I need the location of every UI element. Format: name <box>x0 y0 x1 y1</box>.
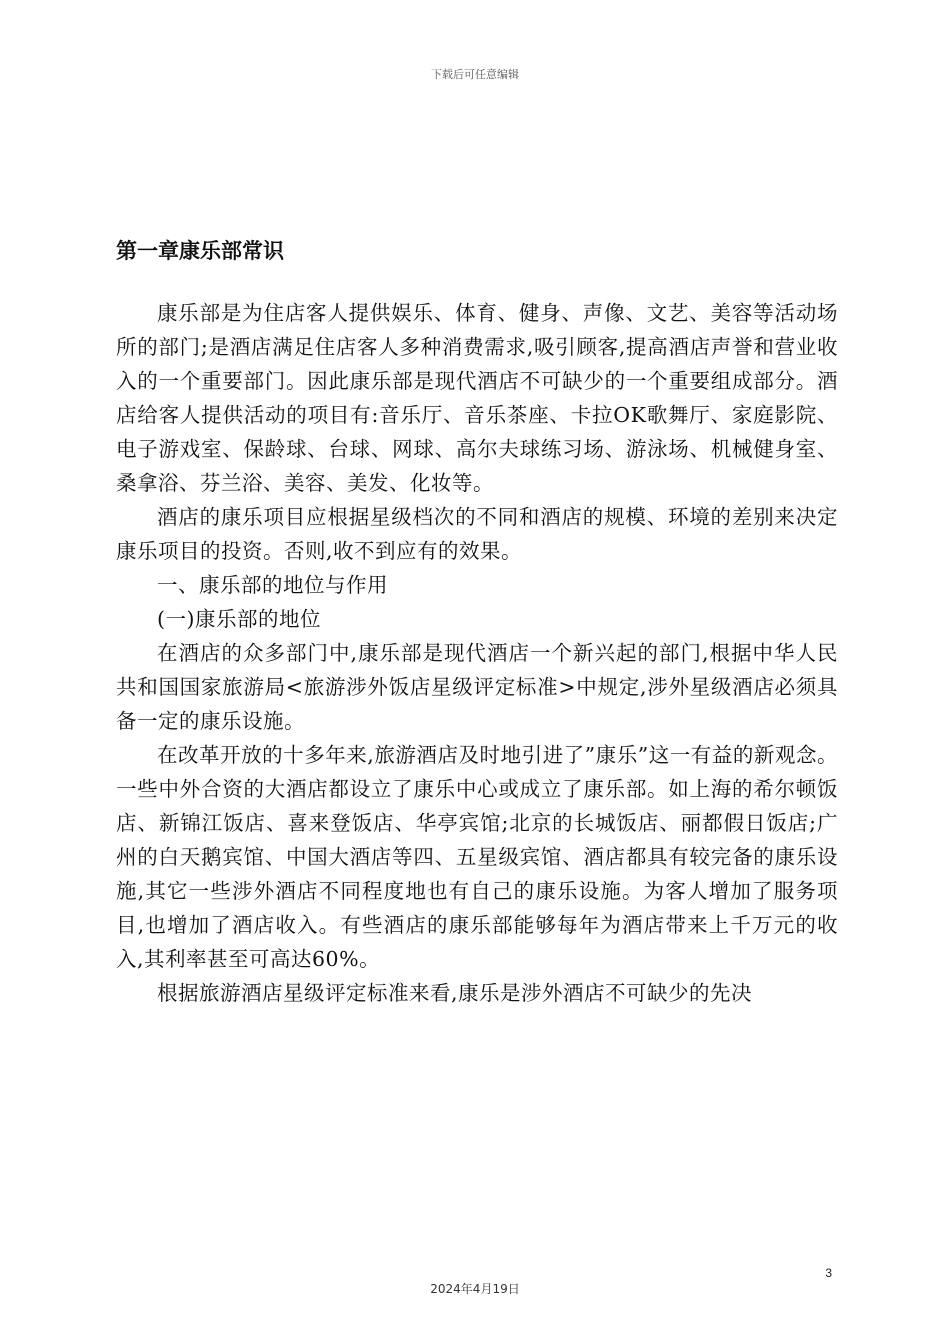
section-heading-status-role: 一、康乐部的地位与作用 <box>157 573 388 597</box>
paragraph-history: 在改革开放的十多年来,旅游酒店及时地引进了”康乐”这一有益的新观念。一些中外合资的大酒店都设立了康乐中心或成立了康乐部。如上海的希尔顿饭店、新锦江饭店、喜来登饭店、华亭宾馆;北京的长城饭店、丽都假日饭店;广州的白天鹅宾馆、中国大酒店等四、五星级宾馆、酒店都具有较完备的康乐设施,其它一些涉外酒店不同程度地也有自己的康乐设施。为客人增加了服务项目,也增加了酒店收入。有些酒店的康乐部能够每年为酒店带来上千万元的收入,其利率甚至可高达60%。 <box>116 743 838 971</box>
page-footer-date: 2024年4月19日 <box>430 1282 520 1296</box>
paragraph-prerequisite: 根据旅游酒店星级评定标准来看,康乐是涉外酒店不可缺少的先决 <box>157 981 753 1005</box>
subsection-heading-status: (一)康乐部的地位 <box>157 607 321 631</box>
page-header: 下载后可任意编辑 <box>431 68 519 81</box>
paragraph-intro: 康乐部是为住店客人提供娱乐、体育、健身、声像、文艺、美容等活动场所的部门;是酒店满足住店客人多种消费需求,吸引顾客,提高酒店声誉和营业收入的一个重要部门。因此康乐部是现代酒店不可缺少的一个重要组成部分。酒店给客人提供活动的项目有:音乐厅、音乐茶座、卡拉OK歌舞厅、家庭影院、电子游戏室、保龄球、台球、网球、高尔夫球练习场、游泳场、机械健身室、桑拿浴、芬兰浴、美容、美发、化妆等。 <box>116 301 838 495</box>
document-body <box>116 234 838 1010</box>
paragraph-investment: 酒店的康乐项目应根据星级档次的不同和酒店的规模、环境的差别来决定康乐项目的投资。否则,收不到应有的效果。 <box>116 505 838 563</box>
chapter-title: 第一章康乐部常识 <box>116 239 284 263</box>
paragraph-standards: 在酒店的众多部门中,康乐部是现代酒店一个新兴起的部门,根据中华人民共和国国家旅游局<旅游涉外饭店星级评定标准>中规定,涉外星级酒店必须具备一定的康乐设施。 <box>116 641 838 733</box>
page-number: 3 <box>825 1266 832 1280</box>
